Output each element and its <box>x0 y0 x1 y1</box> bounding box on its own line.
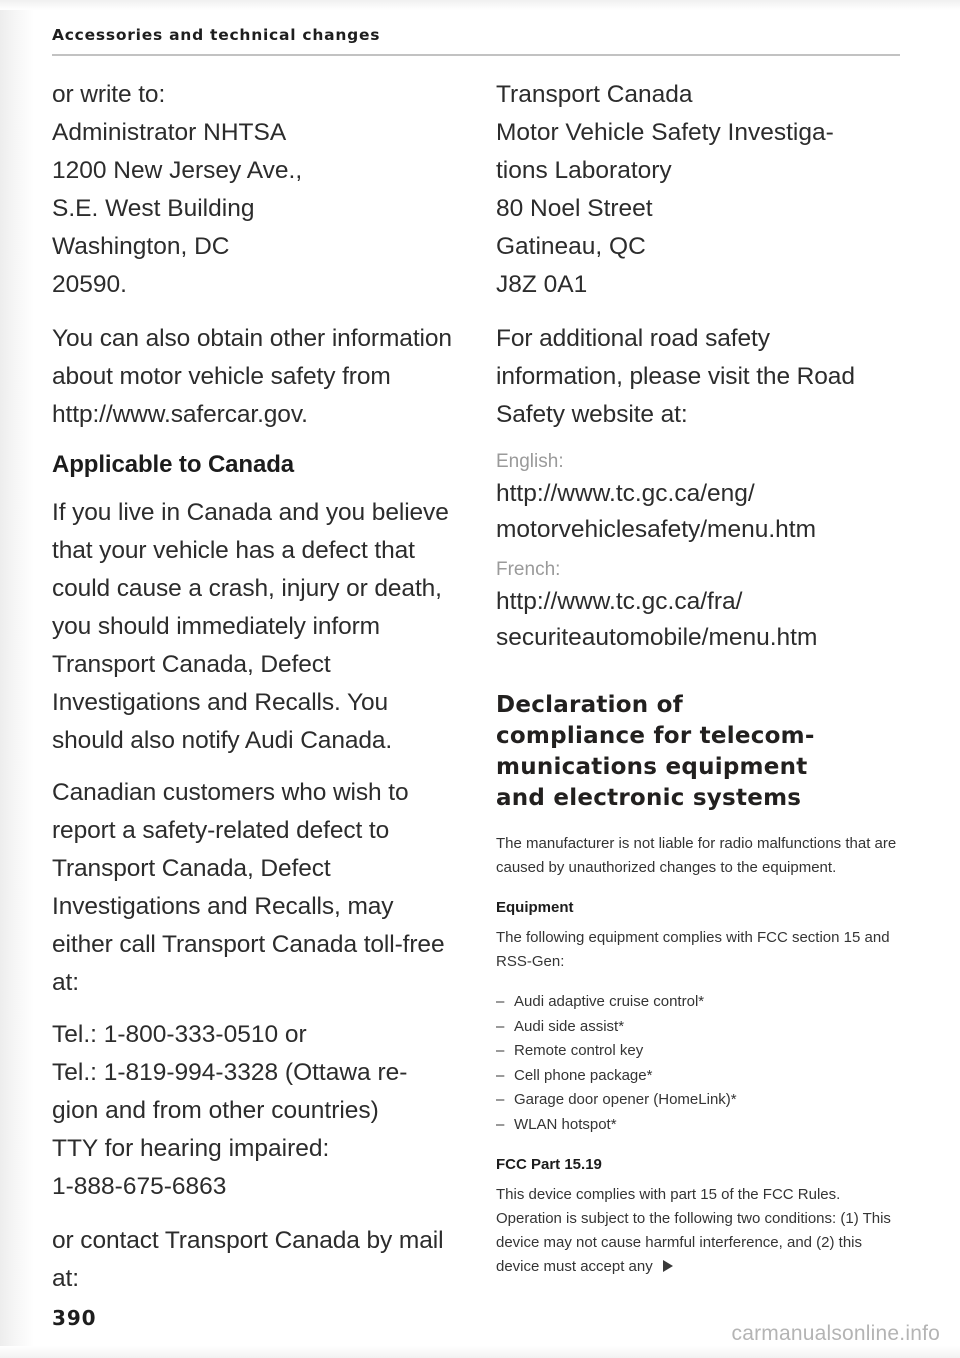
list-item <box>496 990 902 1015</box>
list-item-label: WLAN hotspot* <box>514 1115 617 1133</box>
phone-line: TTY for hearing impaired: <box>52 1135 330 1162</box>
heading-line: munications equipment <box>496 754 808 780</box>
url-line-part: http://www.tc.gc.ca/eng/ <box>496 480 755 507</box>
fcc-part-heading: FCC Part 15.19 <box>496 1156 602 1173</box>
safercar-paragraph: You can also obtain other information about motor vehicle safety from http://www.safercar.gov. <box>52 325 452 428</box>
heading-line: compliance for telecom- <box>496 723 815 749</box>
running-header-title: Accessories and technical changes <box>52 26 381 44</box>
address-line: Transport Canada <box>496 81 693 108</box>
page-scan-edge-top <box>0 0 960 10</box>
french-language-label: French: <box>496 559 561 580</box>
phone-line: Tel.: 1-819-994-3328 (Ottawa re- <box>52 1059 408 1086</box>
transport-canada-address-block <box>496 76 902 304</box>
list-item <box>496 1113 902 1138</box>
list-item-label: Remote control key <box>514 1042 644 1059</box>
dash-bullet-icon: – <box>496 1017 505 1035</box>
transport-canada-phone-block <box>52 1016 458 1206</box>
canada-report-paragraph: Canadian customers who wish to report a safety-related defect to Transport Canada, Defect Investigations and Recalls, may either call Transport Canada toll-free at: <box>52 779 445 996</box>
address-line: tions Laboratory <box>496 157 672 184</box>
heading-line: and electronic systems <box>496 785 802 811</box>
address-line: Washington, DC <box>52 233 230 260</box>
dash-bullet-icon: – <box>496 1066 505 1084</box>
right-column <box>496 76 902 1312</box>
list-item <box>496 1088 902 1113</box>
french-url <box>496 584 902 656</box>
page-scan-edge-bottom <box>0 1346 960 1358</box>
page-scan-edge-left <box>0 0 34 1358</box>
url-line-part: motorvehiclesafety/menu.htm <box>496 516 816 543</box>
list-item-label: Garage door opener (HomeLink)* <box>514 1091 737 1108</box>
road-safety-paragraph: For additional road safety information, please visit the Road Safety website at: <box>496 325 855 428</box>
equipment-intro-paragraph: The following equipment complies with FCC section 15 and RSS-Gen: <box>496 929 890 970</box>
running-header <box>52 26 902 44</box>
phone-line: gion and from other countries) <box>52 1097 379 1124</box>
equipment-list <box>496 990 902 1137</box>
page-number: 390 <box>52 1306 97 1330</box>
heading-line: Declaration of <box>496 692 683 718</box>
left-column <box>52 76 458 1312</box>
address-line: Motor Vehicle Safety Investiga- <box>496 119 834 146</box>
fcc-compliance-paragraph <box>496 1183 902 1279</box>
english-language-label: English: <box>496 451 564 472</box>
english-url <box>496 476 902 548</box>
site-watermark: carmanualsonline.info <box>731 1322 940 1345</box>
dash-bullet-icon: – <box>496 1115 505 1133</box>
dash-bullet-icon: – <box>496 1042 505 1059</box>
address-line: S.E. West Building <box>52 195 255 222</box>
declaration-of-compliance-heading <box>496 690 902 814</box>
list-item-label: Audi adaptive cruise control* <box>514 993 705 1010</box>
address-line: 80 Noel Street <box>496 195 653 222</box>
phone-line: 1-888-675-6863 <box>52 1173 227 1200</box>
address-line: Administrator NHTSA <box>52 119 287 146</box>
dash-bullet-icon: – <box>496 1091 505 1108</box>
equipment-heading: Equipment <box>496 899 574 916</box>
dash-bullet-icon: – <box>496 993 505 1010</box>
continuation-arrow-icon <box>663 1260 673 1272</box>
phone-line: Tel.: 1-800-333-0510 or <box>52 1021 307 1048</box>
or-write-to-line: or write to: <box>52 81 166 108</box>
url-line-part: http://www.tc.gc.ca/fra/ <box>496 588 743 615</box>
url-line-part: securiteautomobile/menu.htm <box>496 624 818 651</box>
list-item-label: Cell phone package* <box>514 1066 653 1084</box>
address-line: 1200 New Jersey Ave., <box>52 157 303 184</box>
header-divider-rule <box>52 54 900 56</box>
fcc-paragraph-text: This device complies with part 15 of the FCC Rules. Operation is subject to the following two conditions: (1) This device may not cause harmful interference, and (2) this device must accept any <box>496 1186 891 1275</box>
canada-defect-paragraph: If you live in Canada and you believe that your vehicle has a defect that could cause a crash, injury or death, you should immediately inform Transport Canada, Defect Investigations and Recalls. You should also notify Audi Canada. <box>52 499 449 754</box>
nhtsa-address-block <box>52 114 458 304</box>
mail-contact-paragraph: or contact Transport Canada by mail at: <box>52 1227 444 1292</box>
address-line: Gatineau, QC <box>496 233 646 260</box>
list-item <box>496 1015 902 1040</box>
list-item <box>496 1064 902 1089</box>
list-item <box>496 1039 902 1064</box>
address-line: 20590. <box>52 271 127 298</box>
applicable-to-canada-heading: Applicable to Canada <box>52 451 295 478</box>
address-line: J8Z 0A1 <box>496 271 588 298</box>
list-item-label: Audi side assist* <box>514 1017 625 1035</box>
manufacturer-liability-note: The manufacturer is not liable for radio malfunctions that are caused by unauthorized changes to the equipment. <box>496 835 897 876</box>
two-column-body <box>52 76 902 1312</box>
